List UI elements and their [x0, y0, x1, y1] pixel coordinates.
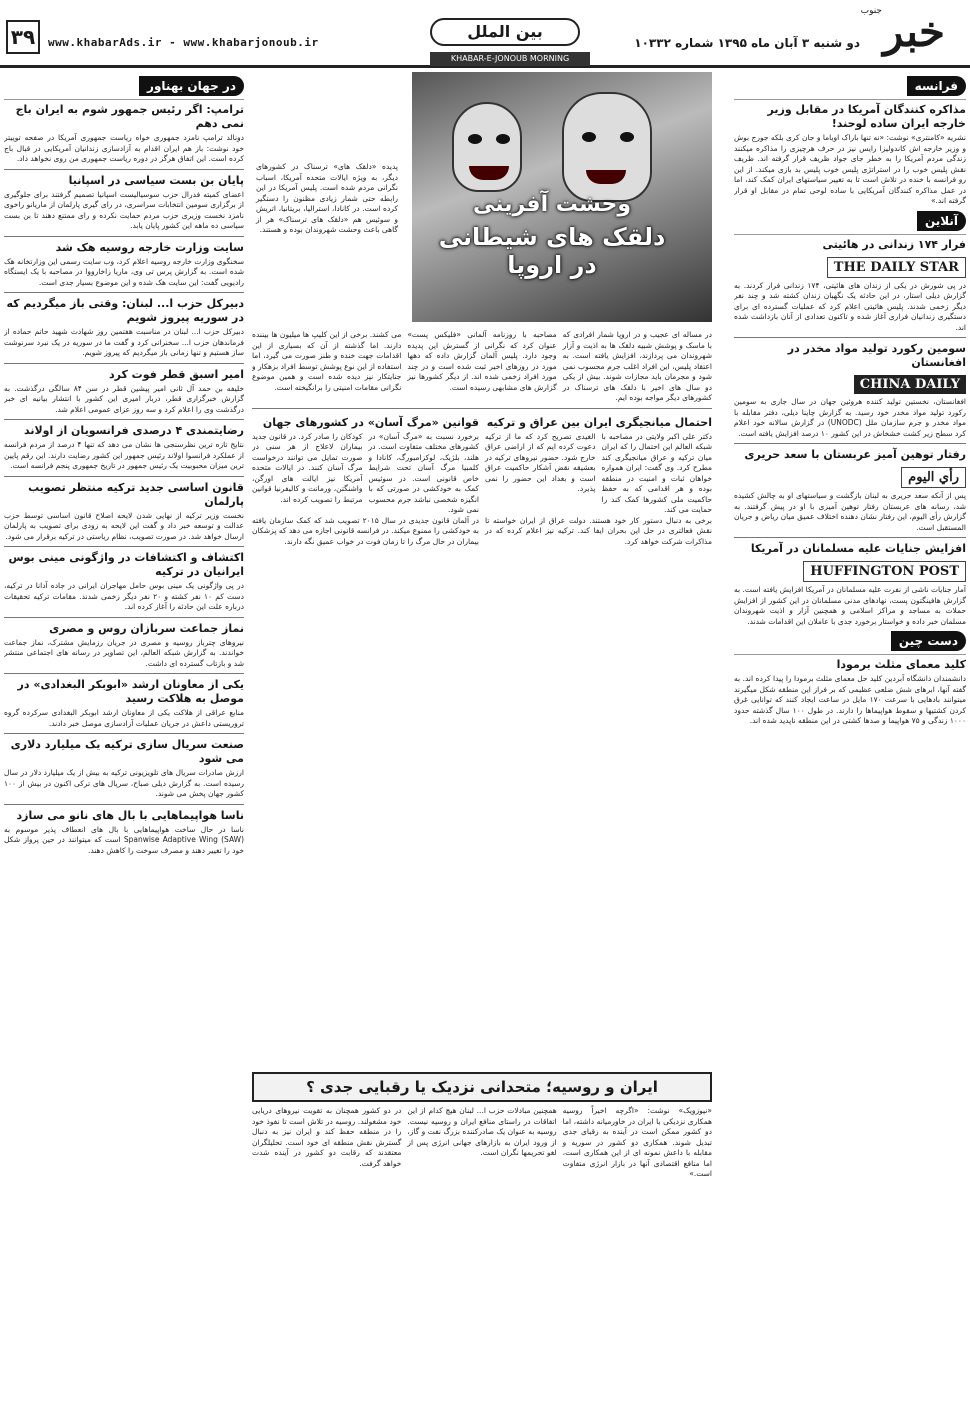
article-body: افغانستان، نخستین تولید کننده هروئین جهان در سال جاری به سومین رکورد تولید مواد مخدر خود رسید. به گزارش چاینا دیلی، دفتر مقابله با مواد مخدر و جرم سازمان ملل (UNODC) در گزارش سالانه خود اعلام کرد سطح زیر کشت خشخاش در این کشور ۱۰ درصد افزایش یافته است.: [734, 397, 966, 438]
article-body: اعضای کمیته فدرال حزب سوسیالیست اسپانیا تصمیم گرفتند برای جلوگیری از برگزاری سومین انتخابات سراسری، در رای گیری پارلمان از ماریانو راخوی نامزد نخست وزیری حزب مردم حمایت نکرده و رای ممتنع دهند تا بن بست سیاسی ده ماهه این کشور پایان یابد.: [4, 189, 244, 230]
date-line: دو شنبه ۳ آبان ماه ۱۳۹۵ شماره ۱۰۳۳۲: [634, 36, 860, 50]
headline: احتمال میانجیگری ایران بین عراق و ترکیه: [486, 415, 712, 429]
headline: امیر اسبق قطر فوت کرد: [108, 367, 244, 381]
article-body: پس از آنکه سعد حریری به لبنان بازگشت و سیاستهای او به چالش کشیده شد، رسانه های عربستان رفتار توهین آمیزی با او در پیش گرفتند. به گزارش رأی الیوم، این رفتار نشان دهنده اختلاف عمیق میان ریاض و جریان المستقبل است.: [734, 491, 966, 532]
article-body: «نیوزویک» نوشت: «اگرچه اخیراً روسیه همکاری نزدیکی با ایران در خاورمیانه داشته، اما دو کشور ممکن است در آینده به رقبای جدی تبدیل شوند. همکاری دو کشور در سوریه و مقابله با داعش نمونه ای از این همکاری است، اما منافع اقتصادی آنها در بازار انرژی متفاوت است.»: [562, 1106, 712, 1178]
article-body: نشریه «کامنتری» نوشت: «نه تنها باراک اوباما و جان کری بلکه جورج بوش و وزیر خارجه اش کاندولیزا رایس نیز در حرف هرچیزی را مذاکره میکنند زندگی مردم آمریکا را به خطر جای جواد ظریف قرار گرفته اند. ظریف نقش پلیس خوب را در استراتژی پلیس خوب پلیس بد بازی میکند. از این رو فرانسه با خنده در تلاش است تا به تغییر سیاستهای ایران کمک کند، اما در عمل مذاکره کنندگان آمریکایی با ساده لوحی تمام در مقابل او قرار گرفته اند.»: [734, 133, 966, 205]
masthead: [0, 0, 970, 68]
headline: مذاکره کنندگان آمریکا در مقابل وزیر خارجه ایران ساده لوحند!: [767, 103, 966, 130]
middle-column: [252, 72, 712, 1422]
article-body: دونالد ترامپ نامزد جمهوری خواه ریاست جمهوری آمریکا در صفحه توییتر خود نوشت: باز هم ایران اقدام به آزادسازی زندانیان آمریکایی در قبال باج کرده است. این اتفاق هرگز در دوره ریاست جمهوری من روی نخواهد داد.: [4, 133, 244, 163]
article-body: می کشند. برخی از این کلیپ ها میلیون ها بیننده دارند. اما گذشته از آن که بسیاری از این اقدامات جهت خنده و طنز صورت می گیرد، اما استفاده از این نوع پوشش توسط افراد بزهکار و جنایتکار نیز دیده شده است و همین موضوع نگرانی مقامات امنیتی را برانگیخته است.: [252, 330, 402, 392]
article-body: دانشمندان دانشگاه آبردین کلید حل معمای مثلث برمودا را پیدا کرده اند. به گفته آنها، ابرهای شش ضلعی عظیمی که بر فراز این منطقه شکل میگیرند میتوانند بادهایی با سرعت ۱۷۰ مایل در ساعت ایجاد کنند که توانایی غرق کردن کشتیها و سقوط هواپیماها را دارند. در طول ۱۰۰ سال گذشته حدود ۱۰۰۰ زندگی و ۷۵ هواپیما و صدها کشتی در این منطقه ناپدید شده اند.: [734, 674, 966, 725]
section-title: بین الملل: [430, 18, 580, 46]
article-body: برخورد نسبت به «مرگ آسان» در کشورهای مختلف متفاوت است. در هلند، بلژیک، لوکزامبورگ، کانادا و کلمبیا مرگ آسان تحت شرایط خاص قانونی است. در سوئیس کمک به خودکشی در صورتی که با انگیزه شخصی نباشد جرم محسوب نمی شود.: [368, 431, 479, 514]
headline: قانون اساسی جدید ترکیه منتظر تصویب پارلمان: [28, 480, 244, 508]
iran-russia-feature: [252, 1072, 712, 1422]
feature-articles: [252, 330, 712, 547]
chinadaily-logo: CHINA DAILY: [854, 375, 966, 394]
left-column: [4, 72, 244, 1422]
article-body: در پی واژگونی یک مینی بوس حامل مهاجران ایرانی در جاده آدانا در ترکیه، دست کم ۱۰ نفر کشته و ۲۰ نفر دیگر زخمی شدند. مقامات ترکیه تحقیقات درباره علت این حادثه را آغاز کرده اند.: [4, 581, 244, 611]
article-body: نخست وزیر ترکیه از نهایی شدن لایحه اصلاح قانون اساسی توسط حزب عدالت و توسعه خبر داد و گفت این لایحه به زودی برای تصویب به پارلمان ارسال خواهد شد. در صورت تصویب، نظام ریاستی در ترکیه برقرار می شود.: [4, 510, 244, 541]
headline: اکتشاف و اکتشافات در واژگونی مینی بوس ایرانیان در ترکیه: [8, 551, 244, 578]
huffpost-logo: HUFFINGTON POST: [803, 561, 966, 582]
headline: رفتار توهین آمیز عربستان با سعد حریری: [744, 448, 966, 461]
feature-headline: ایران و روسیه؛ متحدانی نزدیک یا رقبایی جدی ؟: [252, 1072, 712, 1102]
headline: ترامپ: اگر رئیس جمهور شوم به ایران باج نمی دهم: [15, 103, 244, 130]
right-column: [734, 72, 966, 1422]
article-body: همچنین مبادلات حزب ا... لبنان هیچ کدام از این اتفاقات در راستای منافع ایران و روسیه نیست. روسیه به عنوان یک صادرکننده بزرگ نفت و گاز، از ورود ایران به بازارهای جهانی انرژی پس از لغو تحریمها نگران است.: [407, 1106, 557, 1157]
headline: سومین رکورد تولید مواد مخدر در افغانستان: [787, 342, 966, 369]
page-number: ۳۹: [6, 20, 40, 54]
article-body: ناسا در حال ساخت هواپیماهایی با بال های انعطاف پذیر موسوم به Spanwise Adaptive Wing (SAW) است که میتوانند در حین پرواز شکل خود را تغییر دهند و مصرف سوخت را کاهش دهند.: [4, 824, 244, 855]
article-body: مصاحبه با روزنامه آلمانی «فلیکس پست» عنوان کرد که نگرانی از گسترش این پدیده وجود دارد. پلیس آلمان گزارش داده که دهها مورد در روزهای اخیر ثبت شده است و در چند مورد افراد زخمی شده اند. از دیگر کشورها نیز گزارش های مشابهی رسیده است.: [407, 330, 557, 392]
section-head-online: آنلاین: [917, 211, 966, 231]
article-body: نیروهای چترباز روسیه و مصری در جریان رزمایش مشترک، نماز جماعت خواندند. به گزارش شبکه العالم، این تصاویر در رسانه های اجتماعی منتشر شد و بازتاب گسترده ای داشت.: [4, 637, 244, 668]
feature-title: [422, 192, 682, 279]
headline: یکی از معاونان ارشد «ابوبکر البغدادی» در موصل به هلاکت رسید: [17, 678, 244, 705]
article-body: در پی شورش در یکی از زندان های هائیتی، ۱۷۴ زندانی فرار کردند. به گزارش دیلی استار، در این حادثه یک نگهبان زندان کشته شد و چند نفر دیگر زخمی شدند. پلیس هائیتی اعلام کرد که عملیات گسترده ای برای دستگیری زندانیان فراری آغاز شده و تاکنون تعدادی از آنان بازداشت شده اند.: [734, 280, 966, 332]
newspaper-logo: خبر: [883, 7, 945, 56]
article-body: سخنگوی وزارت خارجه روسیه اعلام کرد، وب سایت رسمی این وزارتخانه هک شده است. به گزارش پرس تی وی، ماریا زاخارووا در مصاحبه با یک ایستگاه رادیویی گفت: این سایت هک شده و این موضوع بسیار جدی است.: [4, 256, 244, 287]
english-band: KHABAR-E-JONOUB MORNING: [430, 52, 590, 66]
headline: کلید معمای مثلث برمودا: [836, 658, 966, 671]
article-body: آمار جنایات ناشی از نفرت علیه مسلمانان در آمریکا افزایش یافته است. به گزارش هافینگتون پست، نهادهای مدنی مسلمانان در این کشور از افزایش حملات به مساجد و مراکز اسلامی و همچنین آزار و اذیت شهروندان مسلمان خبر داده و خواستار برخورد جدی با عاملان این اقدامات شدند.: [734, 585, 966, 626]
feature-title-line-2: دلقک های شیطانی در اروپا: [438, 223, 666, 279]
caption-text: پدیده «دلقک های» ترسناک در کشورهای دیگر، به ویژه ایالات متحده آمریکا، اسباب نگرانی مردم شده است. پلیس آمریکا در این رابطه حتی شمار زیادی مظنون را دستگیر کرده است. در کانادا، استرالیا، بریتانیا، اتریش و سوئیس هم «دلقک های ترسناک» هر از گاهی باعث وحشت شهروندان بوده و هستند.: [256, 162, 398, 234]
site-url[interactable]: www.khabarAds.ir - www.khabarjonoub.ir: [48, 36, 319, 49]
article-body: الغیدی تصریح کرد که ما از ترکیه دعوت کرده ایم که از اراضی عراق خارج شود. حضور نیروهای ترکیه در بعشیقه نقض آشکار حاکمیت عراق است و بغداد این حضور را نمی پذیرد.: [485, 431, 596, 493]
article-body: در مساله ای عجیب و در اروپا شمار افرادی که با ماسک و پوشش شبیه دلقک ها به اذیت و آزار شهروندان می پردازند، افزایش یافته است. به اعتقاد پلیس، این افراد اغلب جرم محسوب نمی شود و مجرمان باید مجازات شوند. بیش از یکی دو سال های اخیر با دلقک های ترسناک در کشورهای دیگر مواجه بوده ایم.: [562, 330, 712, 402]
article-body: در دو کشور همچنان به تقویت نیروهای دریایی خود مشغولند. روسیه در تلاش است تا نفوذ خود را در منطقه حفظ کند و ایران نیز به دنبال گسترش نقش منطقه ای خود است. تحلیلگران معتقدند که رقابت دو کشور در آینده شدت خواهد گرفت.: [252, 1106, 402, 1168]
article-body: کودکان را صادر کرد. در قانون جدید بیماران لاعلاج از هر سنی در صورت تمایل می توانند درخواست مرگ آسان کنند. در ایالات متحده آمریکا نیز ایالت های اورگن، واشنگتن، ورمانت و کالیفرنیا قوانین مرتبط را تصویب کرده اند.: [252, 431, 363, 504]
headline: افزایش جنایات علیه مسلمانان در آمریکا: [750, 542, 966, 555]
feature-block: [252, 72, 712, 322]
headline: نماز جماعت سربازان روس و مصری: [49, 621, 244, 635]
article-body: در آلمان قانون جدیدی در سال ۲۰۱۵ تصویب شد که کمک سازمان یافته به خودکشی را ممنوع میکند. در فرانسه قانونی اجازه می دهد که پزشکان بیماران در حال مرگ را تا زمان فوت در خواب عمیق نگه دارند.: [252, 515, 479, 546]
headline: قوانین «مرگ آسان» در کشورهای جهان: [262, 415, 479, 429]
feature-title-line-1: وحشت آفرینی: [473, 192, 631, 217]
article-body: خلیفه بن حمد آل ثانی امیر پیشین قطر در سن ۸۴ سالگی درگذشت. به گزارش خبرگزاری قطر، دربار امیری این کشور با انتشار بیانیه ای خبر درگذشت وی را اعلام کرد و سه روز عزای عمومی اعلام شد.: [4, 383, 244, 414]
logo-subtitle: جنوب: [860, 6, 882, 16]
article-body: برخی به دنبال دستور کار خود هستند. دولت عراق از ایران خواسته تا نقش فعالتری در حل این بحران ایفا کند. ترکیه نیز اعلام کرده که در مذاکرات شرکت خواهد کرد.: [485, 515, 712, 546]
article-body: ارزش صادرات سریال های تلویزیونی ترکیه به بیش از یک میلیارد دلار در سال رسیده است. به گزارش دیلی صباح، سریال های ترکی اکنون در بیش از ۱۰۰ کشور جهان پخش می شوند.: [4, 768, 244, 798]
headline: رضایتمندی ۴ درصدی فرانسویان از اولاند: [24, 424, 244, 437]
article-body: نتایج تازه ترین نظرسنجی ها نشان می دهد که تنها ۴ درصد از مردم فرانسه از عملکرد فرانسوا اولاند رئیس جمهور این کشور رضایت دارند. این رقم پایین ترین میزان محبوبیت یک رئیس جمهور در تاریخ جمهوری پنجم فرانسه است.: [4, 440, 244, 470]
headline: پایان بن بست سیاسی در اسپانیا: [68, 173, 244, 187]
section-head-france: فرانسه: [907, 76, 966, 96]
article-body: منابع عراقی از هلاکت یکی از معاونان ارشد ابوبکر البغدادی سرکرده گروه تروریستی داعش در جریان عملیات آزادسازی موصل خبر دادند.: [4, 708, 244, 728]
feature-caption: [252, 72, 402, 322]
section-head-world: در جهان بهناور: [139, 76, 244, 96]
clown-photo: [412, 72, 712, 322]
headline: فرار ۱۷۴ زندانی در هائیتی: [822, 237, 966, 251]
headline: صنعت سریال سازی ترکیه یک میلیارد دلاری می شود: [10, 738, 244, 765]
section-head-dastchin: دست چین: [891, 631, 966, 651]
headline: ناسا هواپیماهایی با بال های نانو می سازد: [16, 808, 244, 822]
headline: دبیرکل حزب ا... لبنان: وقتی باز میگردیم که در سوریه پیروز شویم: [6, 297, 244, 324]
alyoum-logo: رأي اليوم: [901, 467, 966, 488]
dailystar-logo: THE DAILY STAR: [827, 257, 966, 278]
article-body: دکتر علی اکبر ولایتی در مصاحبه با شبکه العالم این احتمال را که ایران میان ترکیه و عراق میانجیگری کند مطرح کرد. وی گفت: ایران همواره خواهان ثبات و امنیت در منطقه بوده و هر اقدامی که به حفظ حاکمیت ملی کشورها کمک کند را حمایت می کند.: [601, 431, 712, 514]
headline: سایت وزارت خارجه روسیه هک شد: [55, 240, 244, 254]
article-body: دبیرکل حزب ا... لبنان در مناسبت هفتمین روز شهادت شهید حاتم حماده از فرماندهان حزب ا... سخنرانی کرد و گفت ما در سوریه در یک نبرد سرنوشت ساز هستیم و تنها زمانی باز میگردیم که پیروز شویم.: [4, 327, 244, 357]
